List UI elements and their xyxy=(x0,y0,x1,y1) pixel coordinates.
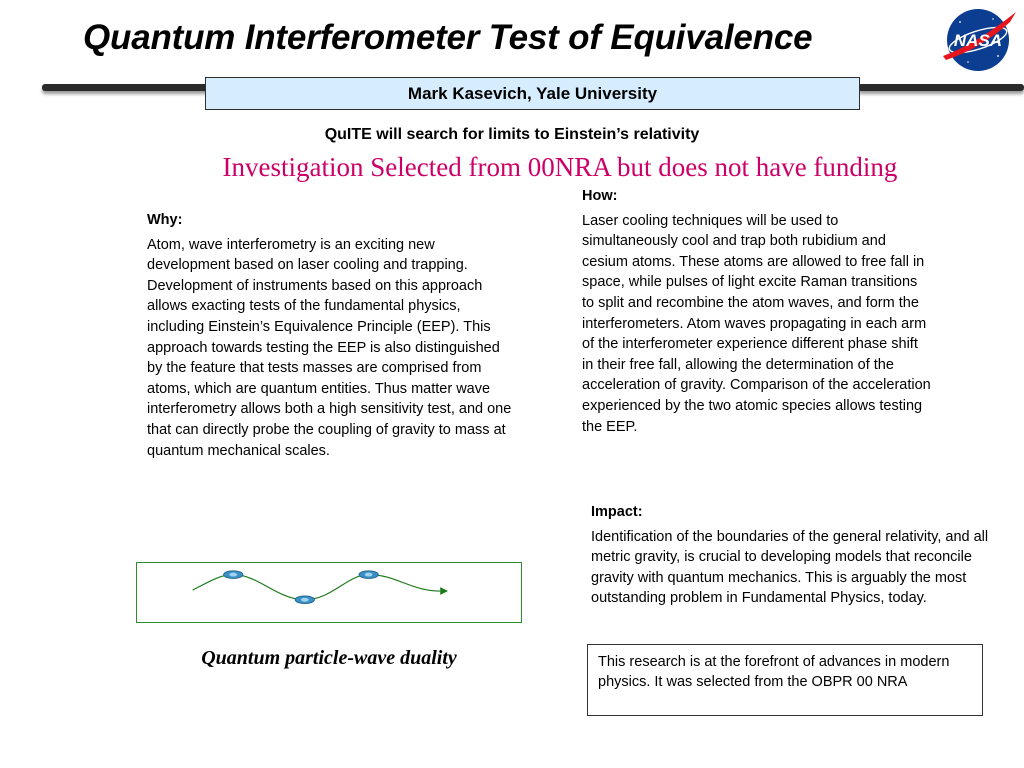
impact-heading: Impact: xyxy=(591,504,643,520)
header-rule-left xyxy=(42,84,210,91)
nasa-logo-text: NASA xyxy=(953,31,1003,50)
particle-icon xyxy=(224,571,243,579)
why-body: Atom, wave interferometry is an exciting new development based on laser cooling and trapping. Development of instruments based on this approach allows exacting tests of the fundamental physics, including Einstein’s Equivalence Principle (EEP). This approach towards testing the EEP is also distinguished by the feature that tests masses are comprised from atoms, which are quantum entities. Thus matter wave interferometry allows both a high sensitivity test, and one that can directly probe the coupling of gravity to mass at quantum mechanical scales. xyxy=(147,236,512,459)
research-note-text: This research is at the forefront of advances in modern physics. It was selected from the OBPR 00 NRA xyxy=(598,654,950,690)
arrowhead-icon xyxy=(440,587,448,595)
why-heading: Why: xyxy=(147,212,183,228)
author-name: Mark Kasevich, Yale University xyxy=(407,83,658,103)
how-body: Laser cooling techniques will be used to simultaneously cool and trap both rubidium and cesium atoms. These atoms are allowed to free fall in space, while pulses of light excite Raman transitions to split and recombine the atom waves, and form the interferometers. Atom waves propagating in each arm of the interferometer experience different phase shift in their free fall, allowing the determination of the acceleration of gravity. Comparison of the acceleration experienced by the two atomic species allows testing the EEP. xyxy=(582,212,931,435)
particle-icon xyxy=(295,596,314,604)
author-banner xyxy=(205,77,860,110)
impact-body: Identification of the boundaries of the general relativity, and all metric gravity, is crucial to developing models that reconcile gravity with quantum mechanics. This is arguably the most outstanding problem in Fundamental Physics, today. xyxy=(591,528,989,607)
figure-caption: Quantum particle-wave duality xyxy=(201,647,457,669)
wave-particle-figure xyxy=(136,562,522,623)
how-heading: How: xyxy=(582,188,618,204)
why-section xyxy=(147,210,517,461)
funding-note: Investigation Selected from 00NRA but does not have funding xyxy=(222,152,898,182)
particle-icon xyxy=(359,571,378,579)
slide-title: Quantum Interferometer Test of Equivalence xyxy=(83,18,813,57)
impact-section xyxy=(591,502,991,609)
research-note-box xyxy=(587,644,983,716)
header-rule-right xyxy=(858,84,1024,91)
slide-subtitle: QuITE will search for limits to Einstein’s relativity xyxy=(324,126,700,143)
how-section xyxy=(582,186,932,437)
nasa-logo-icon xyxy=(938,4,1018,74)
